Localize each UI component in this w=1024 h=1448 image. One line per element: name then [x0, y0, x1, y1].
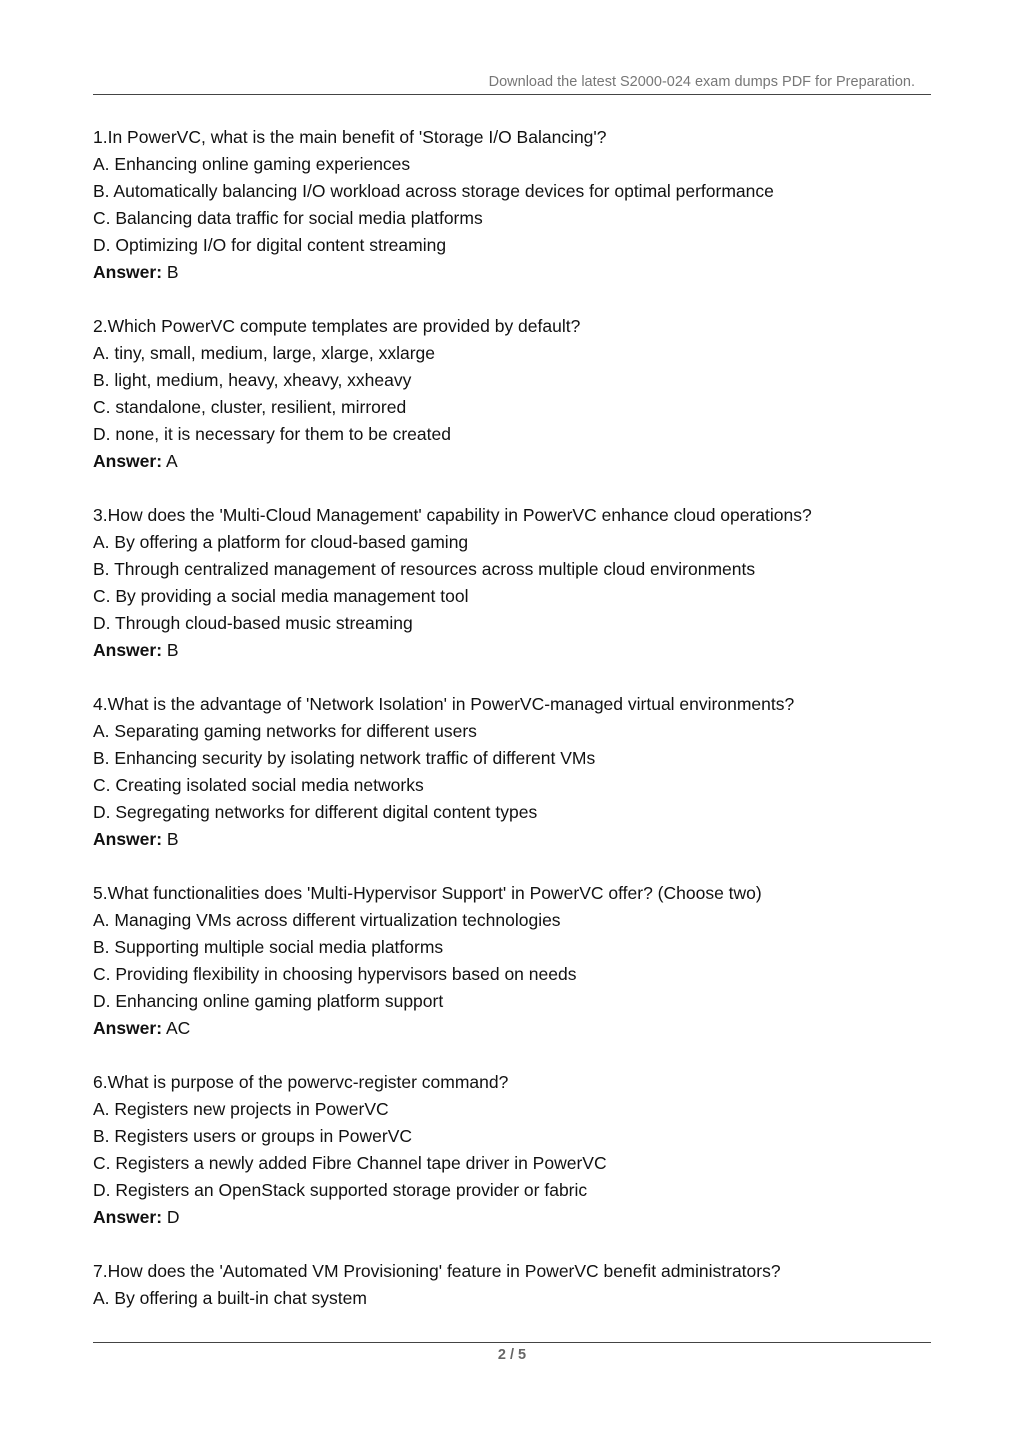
option-a: A. Separating gaming networks for different users	[93, 721, 477, 741]
option-c: C. Creating isolated social media networks	[93, 775, 424, 795]
question-block-3	[93, 502, 933, 664]
question-text: 7.How does the 'Automated VM Provisioning' feature in PowerVC benefit administrators?	[93, 1261, 781, 1281]
answer-value: AC	[165, 1018, 191, 1038]
option-a: A. Managing VMs across different virtualization technologies	[93, 910, 561, 930]
question-text: 6.What is purpose of the powervc-register command?	[93, 1072, 509, 1092]
option-a: A. Registers new projects in PowerVC	[93, 1099, 389, 1119]
answer-value: B	[166, 829, 179, 849]
option-d: D. Registers an OpenStack supported storage provider or fabric	[93, 1180, 588, 1200]
option-c: C. By providing a social media management tool	[93, 586, 469, 606]
answer-label: Answer:	[93, 829, 163, 849]
option-c: C. standalone, cluster, resilient, mirrored	[93, 397, 407, 417]
answer-value: B	[166, 262, 179, 282]
option-d: D. Enhancing online gaming platform support	[93, 991, 444, 1011]
option-b: B. Registers users or groups in PowerVC	[93, 1126, 413, 1146]
question-text: 3.How does the 'Multi-Cloud Management' capability in PowerVC enhance cloud operations?	[93, 505, 812, 525]
page-footer	[93, 1342, 931, 1363]
option-d: D. Segregating networks for different digital content types	[93, 802, 538, 822]
option-c: C. Providing flexibility in choosing hypervisors based on needs	[93, 964, 577, 984]
question-block-5	[93, 880, 933, 1042]
option-a: A. tiny, small, medium, large, xlarge, xxlarge	[93, 343, 436, 363]
question-list	[93, 124, 933, 1339]
header-text: Download the latest S2000-024 exam dumps PDF for Preparation.	[488, 74, 915, 90]
page-header	[93, 72, 931, 95]
option-d: D. none, it is necessary for them to be created	[93, 424, 451, 444]
answer-line	[93, 826, 933, 853]
option-d: D. Optimizing I/O for digital content streaming	[93, 235, 447, 255]
option-b: B. light, medium, heavy, xheavy, xxheavy	[93, 370, 412, 390]
option-d: D. Through cloud-based music streaming	[93, 613, 413, 633]
option-b: B. Automatically balancing I/O workload across storage devices for optimal performance	[93, 181, 774, 201]
answer-line	[93, 1204, 933, 1231]
answer-line	[93, 637, 933, 664]
question-text: 5.What functionalities does 'Multi-Hypervisor Support' in PowerVC offer? (Choose two)	[93, 883, 762, 903]
answer-label: Answer:	[93, 1207, 163, 1227]
question-block-2	[93, 313, 933, 475]
question-block-4	[93, 691, 933, 853]
option-a: A. By offering a platform for cloud-based gaming	[93, 532, 469, 552]
option-b: B. Enhancing security by isolating network traffic of different VMs	[93, 748, 596, 768]
answer-label: Answer:	[93, 451, 163, 471]
page-number: 2 / 5	[497, 1347, 527, 1363]
question-block-6	[93, 1069, 933, 1231]
option-b: B. Through centralized management of resources across multiple cloud environments	[93, 559, 756, 579]
answer-line	[93, 259, 933, 286]
answer-value: A	[165, 451, 178, 471]
answer-label: Answer:	[93, 262, 163, 282]
question-text: 2.Which PowerVC compute templates are provided by default?	[93, 316, 581, 336]
question-text: 4.What is the advantage of 'Network Isolation' in PowerVC-managed virtual environments?	[93, 694, 795, 714]
option-b: B. Supporting multiple social media platforms	[93, 937, 444, 957]
answer-label: Answer:	[93, 1018, 163, 1038]
option-a: A. Enhancing online gaming experiences	[93, 154, 411, 174]
answer-value: D	[166, 1207, 180, 1227]
answer-line	[93, 448, 933, 475]
answer-value: B	[166, 640, 179, 660]
option-c: C. Balancing data traffic for social media platforms	[93, 208, 483, 228]
option-a: A. By offering a built-in chat system	[93, 1288, 367, 1308]
option-c: C. Registers a newly added Fibre Channel tape driver in PowerVC	[93, 1153, 607, 1173]
answer-label: Answer:	[93, 640, 163, 660]
answer-line	[93, 1015, 933, 1042]
question-block-7	[93, 1258, 933, 1312]
question-block-1	[93, 124, 933, 286]
question-text: 1.In PowerVC, what is the main benefit of 'Storage I/O Balancing'?	[93, 127, 607, 147]
